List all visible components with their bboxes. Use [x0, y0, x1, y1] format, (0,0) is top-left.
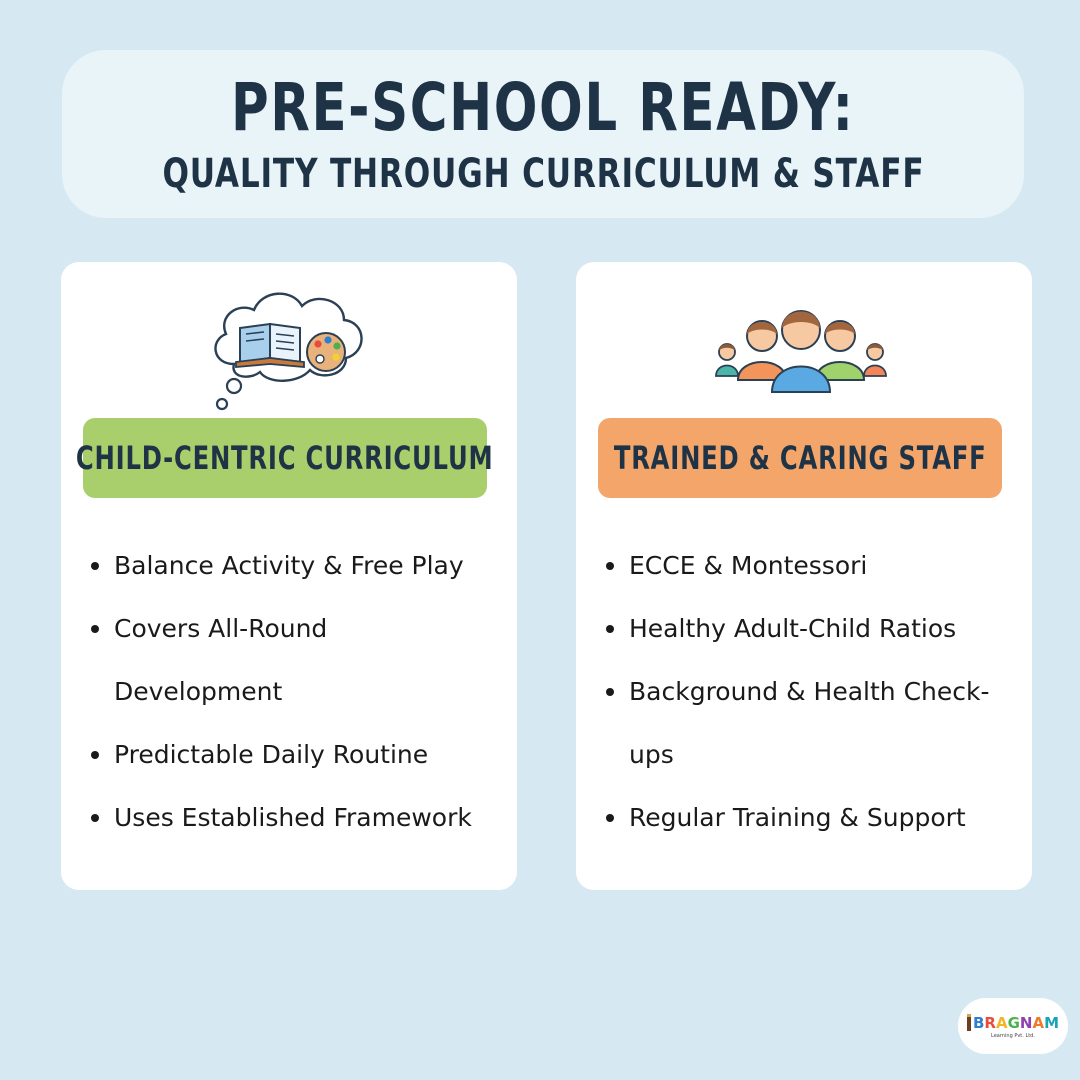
- bragnam-logo: [958, 998, 1068, 1054]
- logo-letter: N: [1019, 1013, 1033, 1032]
- logo-letter: M: [1044, 1013, 1060, 1032]
- page-title: PRE-SCHOOL READY:: [231, 69, 855, 146]
- curriculum-heading: CHILD-CENTRIC CURRICULUM: [83, 418, 487, 498]
- curriculum-list: [89, 534, 499, 849]
- list-item: Covers All-Round Development: [89, 597, 499, 723]
- list-item: Predictable Daily Routine: [89, 723, 499, 786]
- list-item: Background & Health Check-ups: [604, 660, 1014, 786]
- curriculum-card: [61, 262, 517, 890]
- list-item: Uses Established Framework: [89, 786, 499, 849]
- logo-subtitle: Learning Pvt. Ltd.: [991, 1032, 1035, 1039]
- thought-bubble-book-palette-icon: [206, 280, 371, 414]
- group-of-people-icon: [712, 298, 890, 394]
- pencil-icon: [967, 1014, 971, 1031]
- page-subtitle: QUALITY THROUGH CURRICULUM & STAFF: [162, 151, 924, 197]
- staff-heading: TRAINED & CARING STAFF: [598, 418, 1002, 498]
- logo-letter: G: [1007, 1013, 1020, 1032]
- logo-letter: A: [1032, 1013, 1045, 1032]
- staff-card: [576, 262, 1032, 890]
- logo-letter: R: [984, 1013, 996, 1032]
- logo-wordmark: [967, 1014, 1059, 1031]
- logo-letter: B: [972, 1013, 985, 1032]
- list-item: Balance Activity & Free Play: [89, 534, 499, 597]
- title-panel: [62, 50, 1024, 218]
- list-item: Regular Training & Support: [604, 786, 1014, 849]
- logo-letter: A: [995, 1013, 1008, 1032]
- staff-list: [604, 534, 1014, 849]
- list-item: Healthy Adult-Child Ratios: [604, 597, 1014, 660]
- list-item: ECCE & Montessori: [604, 534, 1014, 597]
